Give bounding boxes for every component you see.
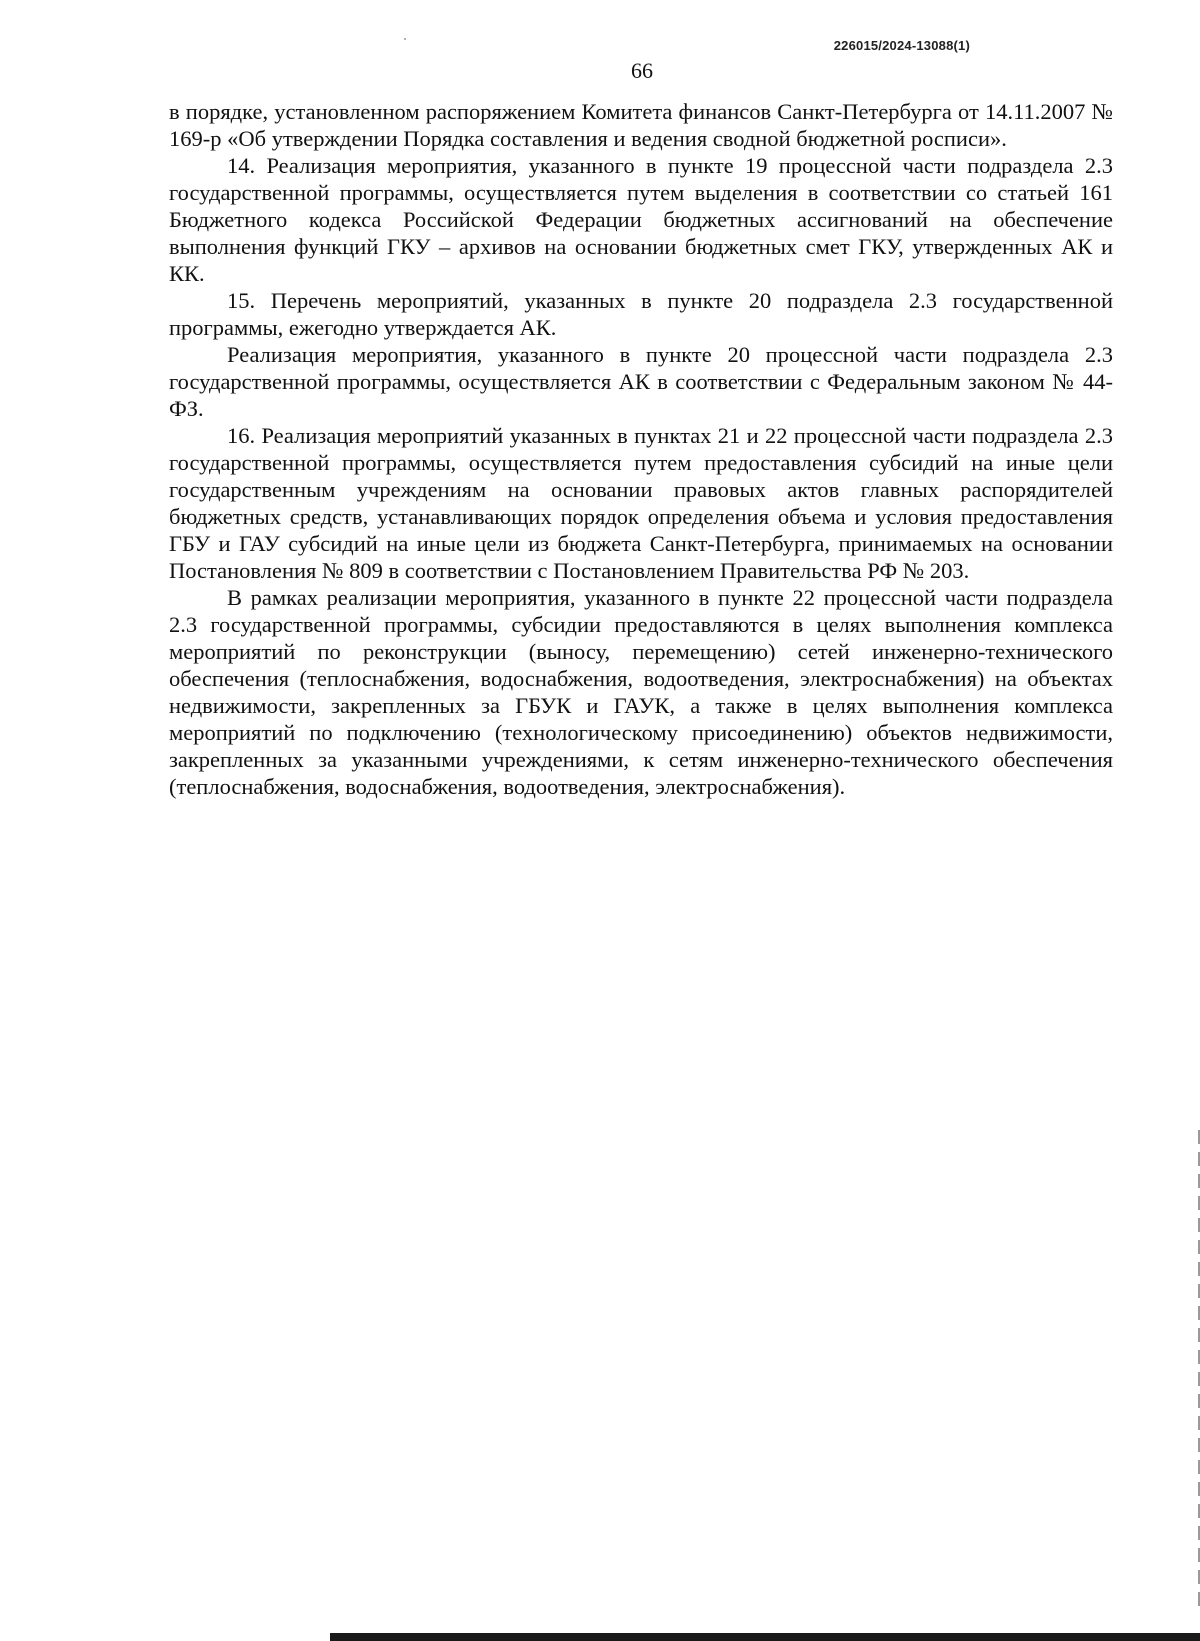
page-number: 66 <box>631 58 653 83</box>
scan-edge-bottom <box>330 1633 1200 1641</box>
paragraph-continuation: в порядке, установленном распоряжением Комитета финансов Санкт-Петербурга от 14.11.2007 № 169-р «Об утверждении Порядка составления и ведения сводной бюджетной росписи». <box>169 99 1113 151</box>
paragraph-item-15-implementation: Реализация мероприятия, указанного в пункте 20 процессной части подраздела 2.3 государственной программы, осуществляется АК в соответствии с Федеральным законом № 44-ФЗ. <box>169 342 1113 421</box>
paragraph-item-14: 14. Реализация мероприятия, указанного в пункте 19 процессной части подраздела 2.3 государственной программы, осуществляется путем выделения в соответствии со статьей 161 Бюджетного кодекса Российской Федерации бюджетных ассигнований на обеспечение выполнения функций ГКУ – архивов на основании бюджетных смет ГКУ, утвержденных АК и КК. <box>169 153 1113 286</box>
paragraph-item-16-subsidies: В рамках реализации мероприятия, указанного в пункте 22 процессной части подраздела 2.3 государственной программы, субсидии предоставляются в целях выполнения комплекса мероприятий по реконструкции (выносу, перемещению) сетей инженерно-технического обеспечения (теплоснабжения, водоснабжения, водоотведения, электроснабжения) на объектах недвижимости, закрепленных за ГБУК и ГАУК, а также в целях выполнения комплекса мероприятий по подключению (технологическому присоединению) объектов недвижимости, закрепленных за указанными учреждениями, к сетям инженерно-технического обеспечения (теплоснабжения, водоснабжения, водоотведения, электроснабжения). <box>169 585 1113 799</box>
paragraph-item-16: 16. Реализация мероприятий указанных в пунктах 21 и 22 процессной части подраздела 2.3 государственной программы, осуществляется путем предоставления субсидий на иные цели государственным учреждениям на основании правовых актов главных распорядителей бюджетных средств, устанавливающих порядок определения объема и условия предоставления ГБУ и ГАУ субсидий на иные цели из бюджета Санкт-Петербурга, принимаемых на основании Постановления № 809 в соответствии с Постановлением Правительства РФ № 203. <box>169 423 1113 583</box>
document-body <box>169 98 1113 800</box>
scan-speck <box>404 38 406 40</box>
paragraph-item-15: 15. Перечень мероприятий, указанных в пункте 20 подраздела 2.3 государственной программы, ежегодно утверждается АК. <box>169 288 1113 340</box>
registration-number: 226015/2024-13088(1) <box>833 38 970 53</box>
